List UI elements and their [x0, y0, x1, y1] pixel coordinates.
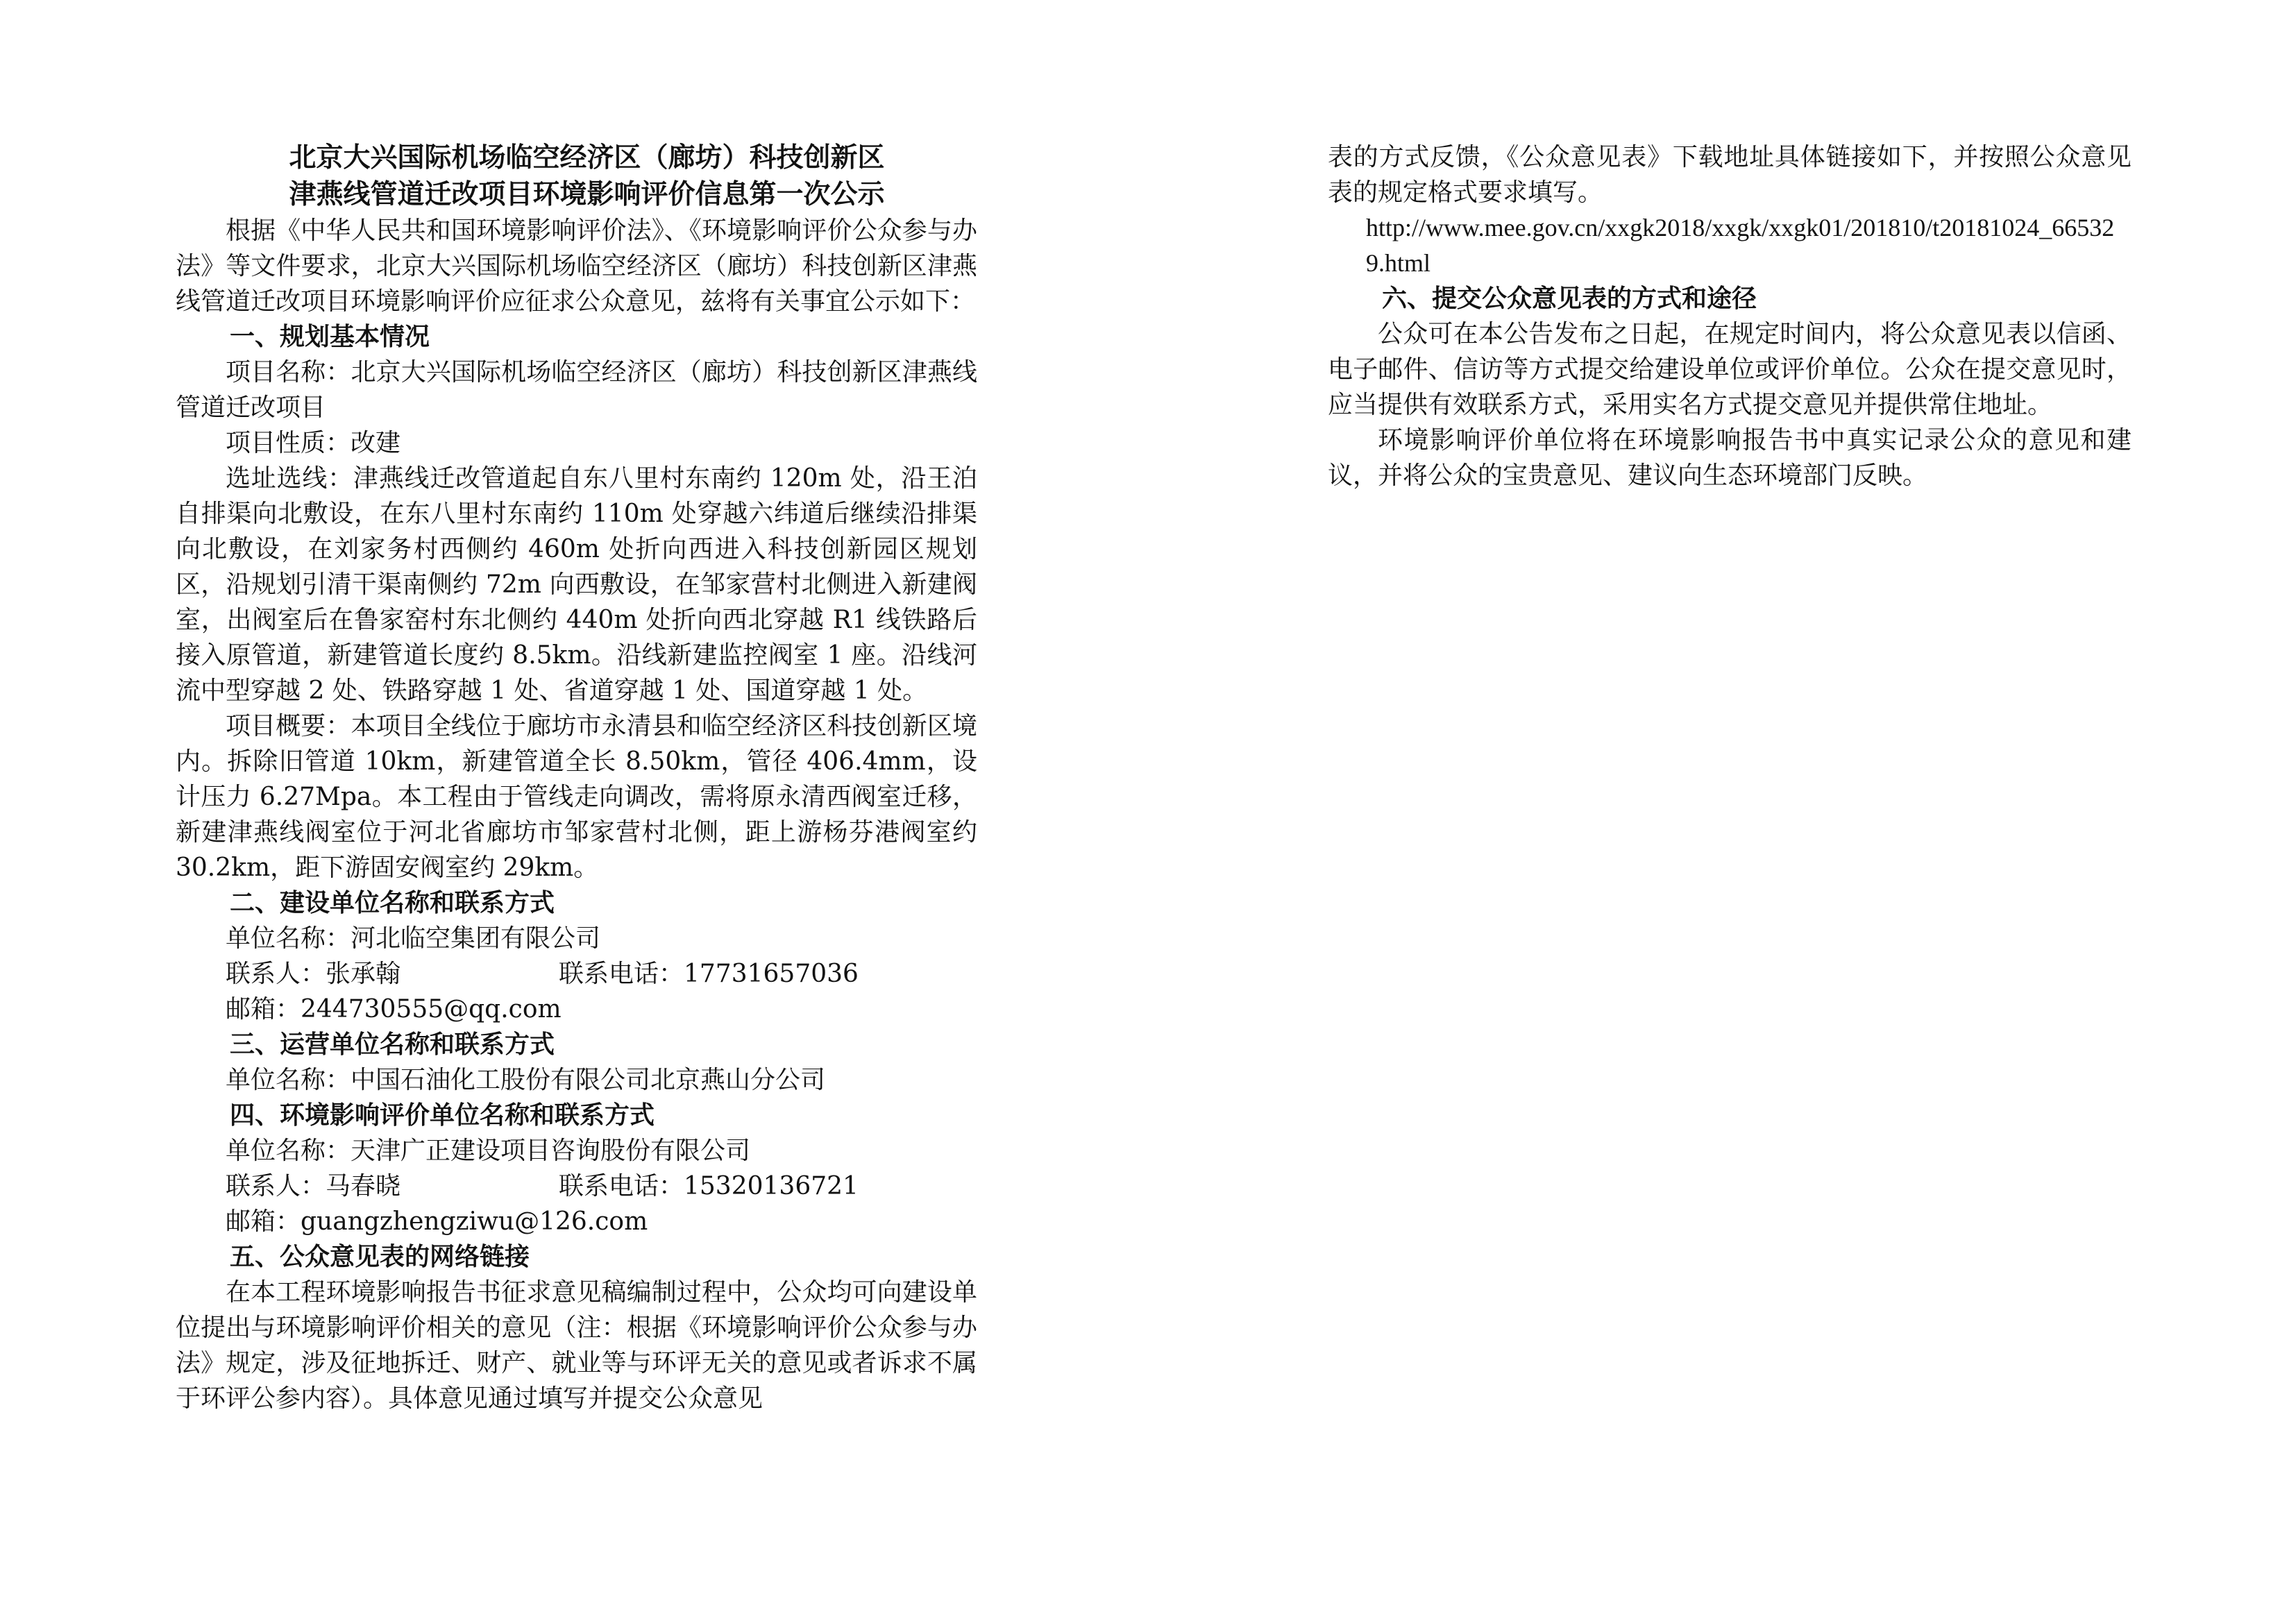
eia-email: 邮箱：guangzhengziwu@126.com: [226, 1207, 648, 1236]
opinion-form-link[interactable]: http://www.mee.gov.cn/xxgk2018/xxgk/xxgk01/201810/t20181024_665329.html: [1366, 214, 2115, 277]
builder-contact-row: [176, 956, 977, 992]
feedback-paragraph: 在本工程环境影响报告书征求意见稿编制过程中，公众均可向建设单位提出与环境影响评价相关的意见（注：根据《环境影响评价公众参与办法》规定，涉及征地拆迁、财产、就业等与环评无关的意见或者诉求不属于环评公参内容）。具体意见通过填写并提交公众意见: [176, 1278, 977, 1413]
builder-contact-phone: 联系电话：17731657036: [559, 960, 859, 988]
submission-paragraph: 公众可在本公告发布之日起，在规定时间内，将公众意见表以信函、电子邮件、信访等方式提交给建设单位或评价单位。公众在提交意见时，应当提供有效联系方式，采用实名方式提交意见并提供常住地址。: [1328, 320, 2132, 419]
record-paragraph: 环境影响评价单位将在环境影响报告书中真实记录公众的意见和建议，并将公众的宝贵意见、建议向生态环境部门反映。: [1328, 426, 2132, 490]
builder-contact-person: 联系人：张承翰: [226, 960, 401, 988]
document-title: [176, 139, 977, 213]
project-nature: 项目性质：改建: [226, 429, 401, 457]
feedback-paragraph-continued: 表的方式反馈，《公众意见表》下载地址具体链接如下，并按照公众意见表的规定格式要求填写。: [1328, 143, 2132, 207]
section-3-heading: 三、运营单位名称和联系方式: [230, 1030, 555, 1059]
left-column: [176, 139, 977, 1416]
builder-unit-name: 单位名称：河北临空集团有限公司: [226, 924, 601, 953]
project-name: 项目名称：北京大兴国际机场临空经济区（廊坊）科技创新区津燕线管道迁改项目: [176, 358, 977, 422]
eia-contact-row: [176, 1169, 977, 1204]
eia-unit-name: 单位名称：天津广正建设项目咨询股份有限公司: [226, 1137, 751, 1165]
section-6-heading: 六、提交公众意见表的方式和途径: [1382, 284, 1757, 313]
section-4-heading: 四、环境影响评价单位名称和联系方式: [230, 1101, 655, 1130]
section-5-heading: 五、公众意见表的网络链接: [230, 1242, 530, 1271]
title-line-1: 北京大兴国际机场临空经济区（廊坊）科技创新区: [289, 142, 885, 173]
right-column: [1328, 139, 2132, 493]
project-overview: 项目概要：本项目全线位于廊坊市永清县和临空经济区科技创新区境内。拆除旧管道 10km，新建管道全长 8.50km，管径 406.4mm，设计压力 6.27Mpa。本工程由于管线走向调改，需将原永清西阀室迁移，新建津燕线阀室位于河北省廊坊市邹家营村北侧，距上游杨芬港阀室约 30.2km，距下游固安阀室约 29km。: [176, 712, 977, 882]
section-1-heading: 一、规划基本情况: [230, 322, 430, 351]
title-line-2: 津燕线管道迁改项目环境影响评价信息第一次公示: [289, 178, 885, 210]
builder-email: 邮箱：244730555@qq.com: [226, 995, 562, 1023]
intro-paragraph: 根据《中华人民共和国环境影响评价法》、《环境影响评价公众参与办法》等文件要求，北京大兴国际机场临空经济区（廊坊）科技创新区津燕线管道迁改项目环境影响评价应征求公众意见，兹将有关事宜公示如下：: [176, 216, 977, 316]
eia-contact-person: 联系人：马春晓: [226, 1172, 401, 1200]
route-description: 选址选线：津燕线迁改管道起自东八里村东南约 120m 处，沿王泊自排渠向北敷设，在东八里村东南约 110m 处穿越六纬道后继续沿排渠向北敷设，在刘家务村西侧约 460m 处折向西进入科技创新园区规划区，沿规划引清干渠南侧约 72m 向西敷设，在邹家营村北侧进入新建阀室，出阀室后在鲁家窑村东北侧约 440m 处折向西北穿越 R1 线铁路后接入原管道，新建管道长度约 8.5km。沿线新建监控阀室 1 座。沿线河流中型穿越 2 处、铁路穿越 1 处、省道穿越 1 处、国道穿越 1 处。: [176, 464, 977, 705]
section-2-heading: 二、建设单位名称和联系方式: [230, 888, 555, 917]
operator-unit-name: 单位名称：中国石油化工股份有限公司北京燕山分公司: [226, 1066, 826, 1094]
eia-contact-phone: 联系电话：15320136721: [559, 1172, 859, 1200]
